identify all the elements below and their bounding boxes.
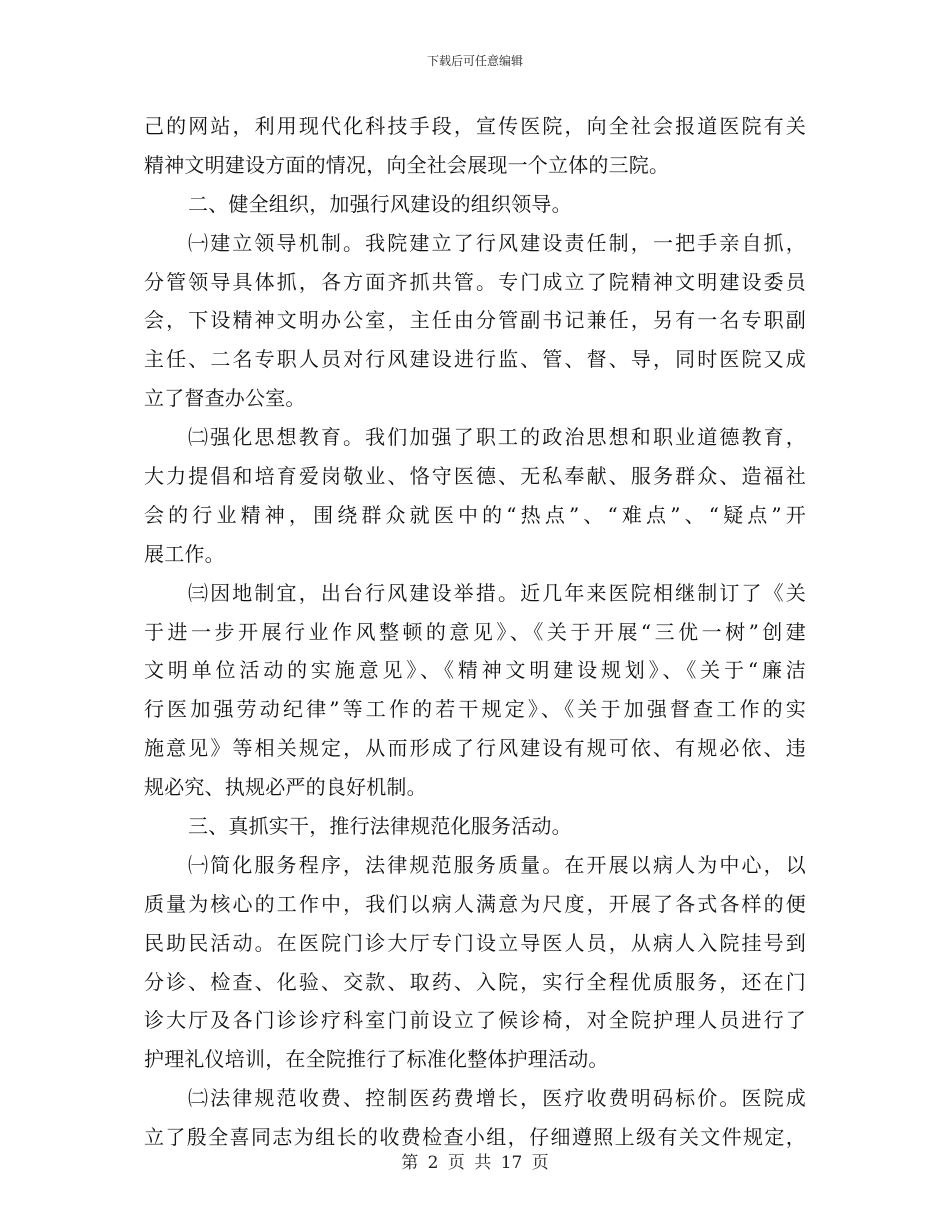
text-line: ㈡强化思想教育。我们加强了职工的政治思想和职业道德教育， — [188, 425, 806, 450]
text-line: 民助民活动。在医院门诊大厅专门设立导医人员，从病人入院挂号到 — [144, 930, 806, 955]
page-header: 下载后可任意编辑 — [426, 54, 523, 68]
text-line: 分管领导具体抓，各方面齐抓共管。专门成立了院精神文明建设委员 — [144, 269, 806, 294]
text-line: 行医加强劳动纪律”等工作的若干规定》、《关于加强督查工作的实 — [144, 697, 806, 722]
text-line: ㈡法律规范收费、控制医药费增长，医疗收费明码标价。医院成 — [188, 1086, 806, 1111]
text-line: 立了殷全喜同志为组长的收费检查小组，仔细遵照上级有关文件规定， — [144, 1125, 806, 1150]
text-line: 展工作。 — [144, 541, 225, 566]
text-line: 护理礼仪培训，在全院推行了标准化整体护理活动。 — [144, 1047, 609, 1072]
text-line: 二、健全组织，加强行风建设的组织领导。 — [188, 191, 572, 216]
text-line: 会的行业精神，围绕群众就医中的“热点”、“难点”、“疑点”开 — [144, 502, 806, 527]
text-line: 精神文明建设方面的情况，向全社会展现一个立体的三院。 — [144, 152, 670, 177]
text-line: 规必究、执规必严的良好机制。 — [144, 775, 427, 800]
text-line: 施意见》等相关规定，从而形成了行风建设有规可依、有规必依、违 — [144, 736, 806, 761]
text-line: 文明单位活动的实施意见》、《精神文明建设规划》、《关于“廉洁 — [144, 658, 806, 683]
page-number: 第 2 页 共 17 页 — [401, 1153, 549, 1173]
text-line: ㈠建立领导机制。我院建立了行风建设责任制，一把手亲自抓， — [188, 230, 806, 255]
text-line: 己的网站，利用现代化科技手段，宣传医院，向全社会报道医院有关 — [144, 114, 806, 138]
text-line: 会，下设精神文明办公室，主任由分管副书记兼任，另有一名专职副 — [144, 308, 806, 333]
text-line: 诊大厅及各门诊诊疗科室门前设立了候诊椅，对全院护理人员进行了 — [144, 1008, 806, 1033]
text-line: 于进一步开展行业作风整顿的意见》、《关于开展“三优一树”创建 — [144, 619, 806, 644]
text-line: 三、真抓实干，推行法律规范化服务活动。 — [188, 814, 572, 839]
text-line: 大力提倡和培育爱岗敬业、恪守医德、无私奉献、服务群众、造福社 — [144, 464, 806, 489]
text-line: 质量为核心的工作中，我们以病人满意为尺度，开展了各式各样的便 — [144, 891, 806, 916]
text-line: 主任、二名专职人员对行风建设进行监、管、督、导，同时医院又成 — [144, 347, 806, 372]
text-line: 立了督查办公室。 — [144, 386, 306, 411]
text-line: ㈢因地制宜，出台行风建设举措。近几年来医院相继制订了《关 — [188, 580, 806, 605]
text-line: ㈠简化服务程序，法律规范服务质量。在开展以病人为中心，以 — [188, 852, 806, 877]
document-body — [144, 107, 806, 1157]
text-line: 分诊、检查、化验、交款、取药、入院，实行全程优质服务，还在门 — [144, 969, 806, 994]
